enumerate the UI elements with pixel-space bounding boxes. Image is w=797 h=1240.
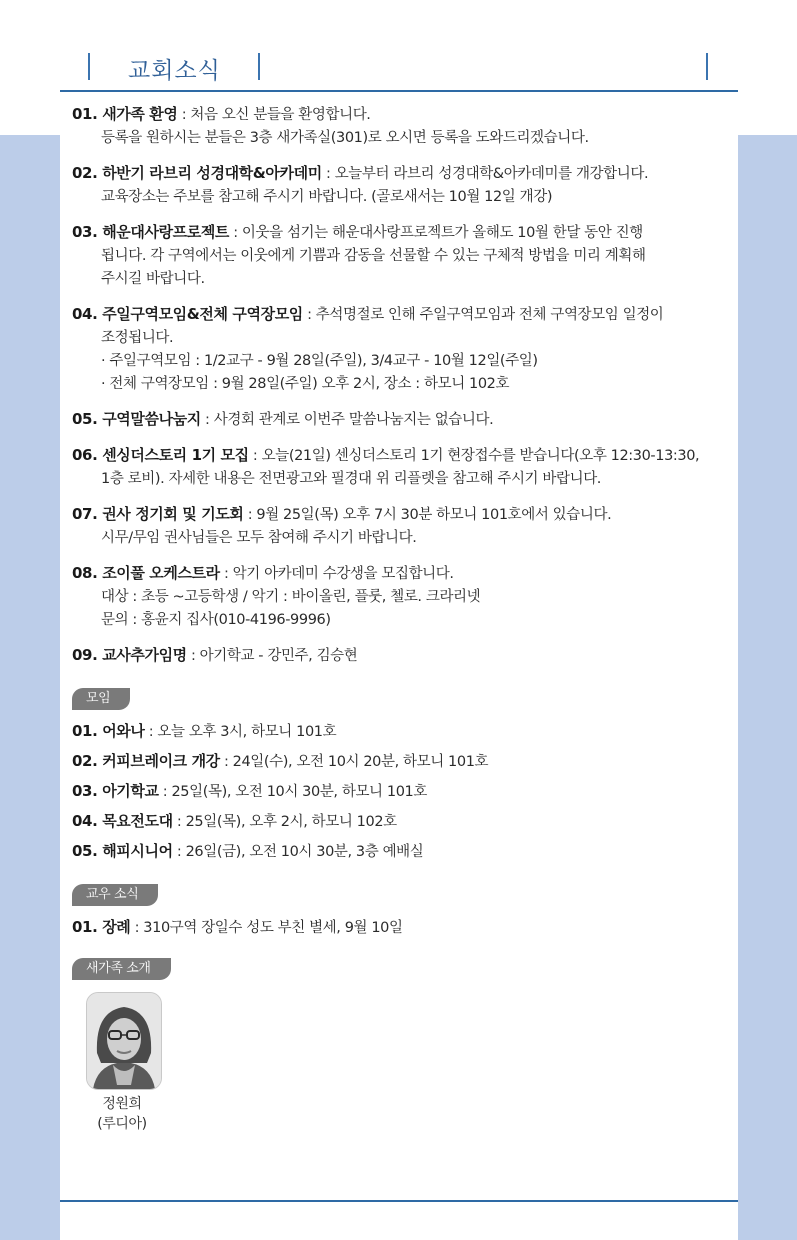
newcomers-label: 새가족 소개: [72, 958, 732, 980]
page-title: 교회소식: [128, 58, 221, 84]
notice-item: 03. 해운대사랑프로젝트 : 이웃을 섬기는 해운대사랑프로젝트가 올해도 10월 한달 동안 진행 됩니다. 각 구역에서는 이웃에게 기쁨과 감동을 선물할 수 있는 구체적 방법을 미리 계획해 주시길 바랍니다.: [72, 223, 646, 287]
meeting-item: 02. 커피브레이크 개강 : 24일(수), 오전 10시 20분, 하모니 101호: [72, 752, 489, 770]
section-header: [60, 48, 738, 92]
bulletin-content: [72, 103, 732, 1134]
notice-item: 05. 구역말씀나눔지 : 사경회 관계로 이번주 말씀나눔지는 없습니다.: [72, 410, 494, 428]
newcomer-alias: (루디아): [97, 1116, 147, 1132]
header-divider-right: [706, 53, 708, 80]
notice-item: 04. 주일구역모임&전체 구역장모임 : 추석명절로 인해 주일구역모임과 전체 구역장모임 일정이 조정됩니다. · 주일구역모임 : 1/2교구 - 9월 28일(주일), 3/4교구 - 10월 12일(주일) · 전체 구역장모임 : 9월 28일(주일) 오후 2시, 장소 : 하모니 102호: [72, 305, 664, 392]
notice-item: 01. 새가족 환영 : 처음 오신 분들을 환영합니다. 등록을 원하시는 분들은 3층 새가족실(301)로 오시면 등록을 도와드리겠습니다.: [72, 105, 589, 146]
avatar: [86, 992, 162, 1090]
portrait-photo: [87, 993, 161, 1089]
left-side-band: [0, 135, 60, 1240]
meeting-item: 05. 해피시니어 : 26일(금), 오전 10시 30분, 3층 예배실: [72, 842, 424, 860]
header-divider-left: [88, 53, 90, 80]
member-news-label: 교우 소식: [72, 884, 732, 906]
footer-rule: [60, 1200, 738, 1202]
newcomer-card: [72, 992, 732, 1134]
member-news-item: 01. 장례 : 310구역 장일수 성도 부친 별세, 9월 10일: [72, 918, 403, 936]
meeting-item: 01. 어와나 : 오늘 오후 3시, 하모니 101호: [72, 722, 337, 740]
meetings-label: 모임: [72, 688, 732, 710]
member-news-list: [72, 916, 732, 940]
header-divider-middle: [258, 53, 260, 80]
right-side-band: [738, 135, 797, 1240]
meetings-list: [72, 720, 732, 864]
meeting-item: 04. 목요전도대 : 25일(목), 오후 2시, 하모니 102호: [72, 812, 397, 830]
notice-item: 06. 센싱더스토리 1기 모집 : 오늘(21일) 센싱더스토리 1기 현장접수를 받습니다(오후 12:30-13:30, 1층 로비). 자세한 내용은 전면광고와 필경대 위 리플렛을 참고해 주시기 바랍니다.: [72, 446, 700, 487]
notice-item: 09. 교사추가임명 : 아기학교 - 강민주, 김승현: [72, 646, 358, 664]
notice-item: 07. 권사 정기회 및 기도회 : 9월 25일(목) 오후 7시 30분 하모니 101호에서 있습니다. 시무/무임 권사님들은 모두 참여해 주시기 바랍니다.: [72, 505, 612, 546]
newcomer-name: 정원희: [102, 1096, 142, 1112]
notice-item: 08. 조이풀 오케스트라 : 악기 아카데미 수강생을 모집합니다. 대상 : 초등 ~고등학생 / 악기 : 바이올린, 플룻, 첼로. 크라리넷 문의 : 홍윤지 집사(010-4196-9996): [72, 564, 481, 628]
meeting-item: 03. 아기학교 : 25일(목), 오전 10시 30분, 하모니 101호: [72, 782, 427, 800]
notice-item: 02. 하반기 라브리 성경대학&아카데미 : 오늘부터 라브리 성경대학&아카데미를 개강합니다. 교육장소는 주보를 참고해 주시기 바랍니다. (골로새서는 10월 12일 개강): [72, 164, 649, 205]
